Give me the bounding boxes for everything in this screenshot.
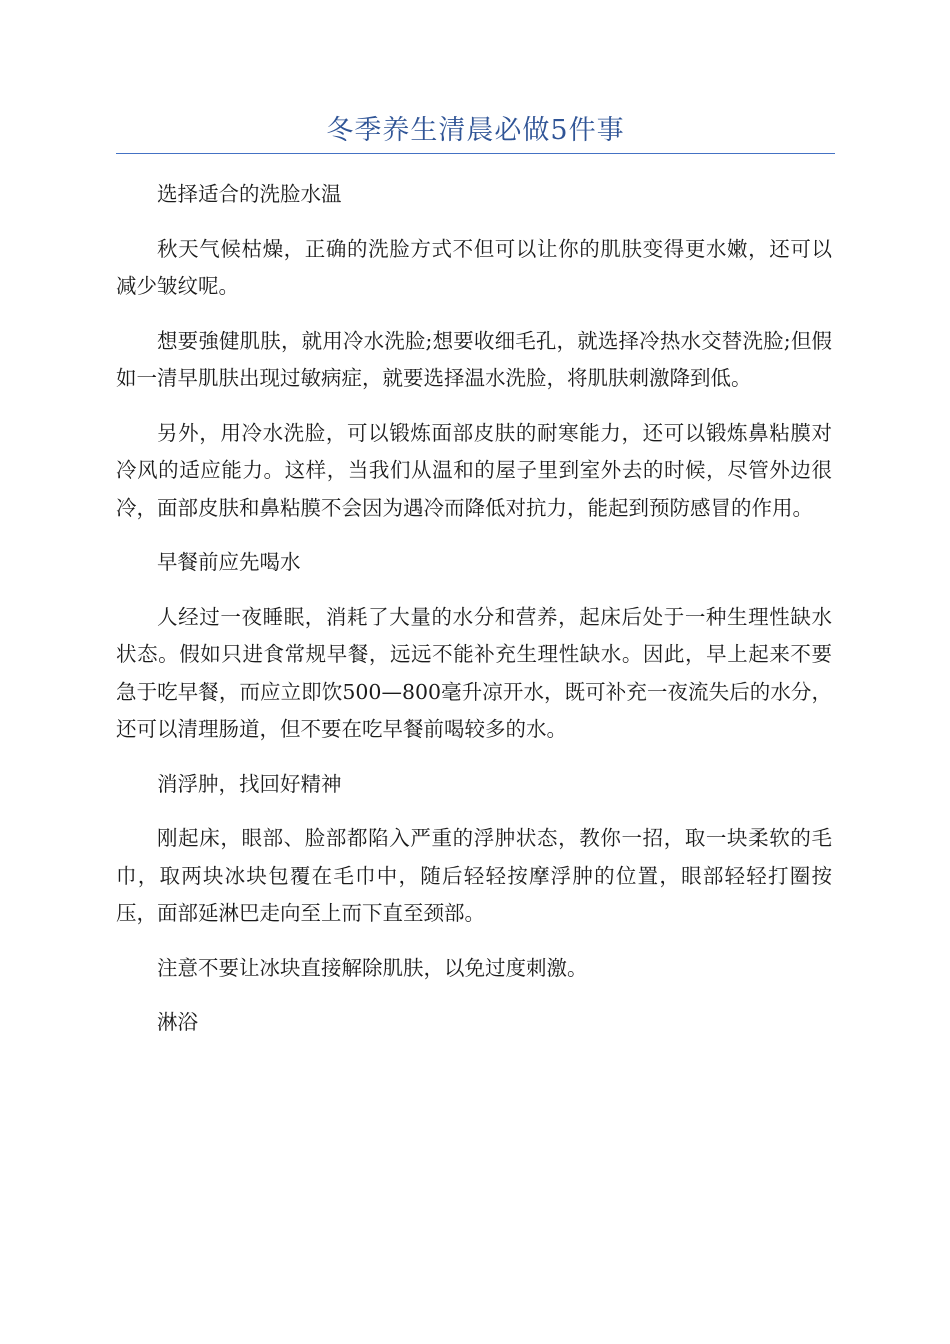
paragraph: 人经过一夜睡眠，消耗了大量的水分和营养，起床后处于一种生理性缺水状态。假如只进食常规早餐，远远不能补充生理性缺水。因此，早上起来不要急于吃早餐，而应立即饮500—800毫升凉开水，既可补充一夜流失后的水分，还可以清理肠道，但不要在吃早餐前喝较多的水。 xyxy=(116,604,832,741)
paragraph: 另外，用冷水洗脸，可以锻炼面部皮肤的耐寒能力，还可以锻炼鼻粘膜对冷风的适应能力。这样，当我们从温和的屋子里到室外去的时候，尽管外边很冷，面部皮肤和鼻粘膜不会因为遇冷而降低对抗力，能起到预防感冒的作用。 xyxy=(116,420,832,520)
section-heading-shower: 淋浴 xyxy=(157,1010,198,1034)
title-underline xyxy=(116,153,835,154)
paragraph: 注意不要让冰块直接解除肌肤，以免过度刺激。 xyxy=(157,955,588,980)
section-heading-wash-temperature: 选择适合的洗脸水温 xyxy=(157,182,342,206)
paragraph: 刚起床，眼部、脸部都陷入严重的浮肿状态，教你一招，取一块柔软的毛巾，取两块冰块包覆在毛巾中，随后轻轻按摩浮肿的位置，眼部轻轻打圈按压，面部延淋巴走向至上而下直至颈部。 xyxy=(116,826,832,925)
paragraph: 秋天气候枯燥，正确的洗脸方式不但可以让你的肌肤变得更水嫩，还可以减少皱纹呢。 xyxy=(116,236,832,298)
section-heading-drink-water: 早餐前应先喝水 xyxy=(157,550,301,574)
section-heading-reduce-swelling: 消浮肿，找回好精神 xyxy=(157,771,342,796)
paragraph: 想要強健肌肤，就用冷水洗脸;想要收细毛孔，就选择冷热水交替洗脸;但假如一清早肌肤出现过敏病症，就要选择温水洗脸，将肌肤刺激降到低。 xyxy=(116,328,832,390)
document-title: 冬季养生清晨必做5件事 xyxy=(326,115,625,146)
document-body xyxy=(116,176,832,1059)
